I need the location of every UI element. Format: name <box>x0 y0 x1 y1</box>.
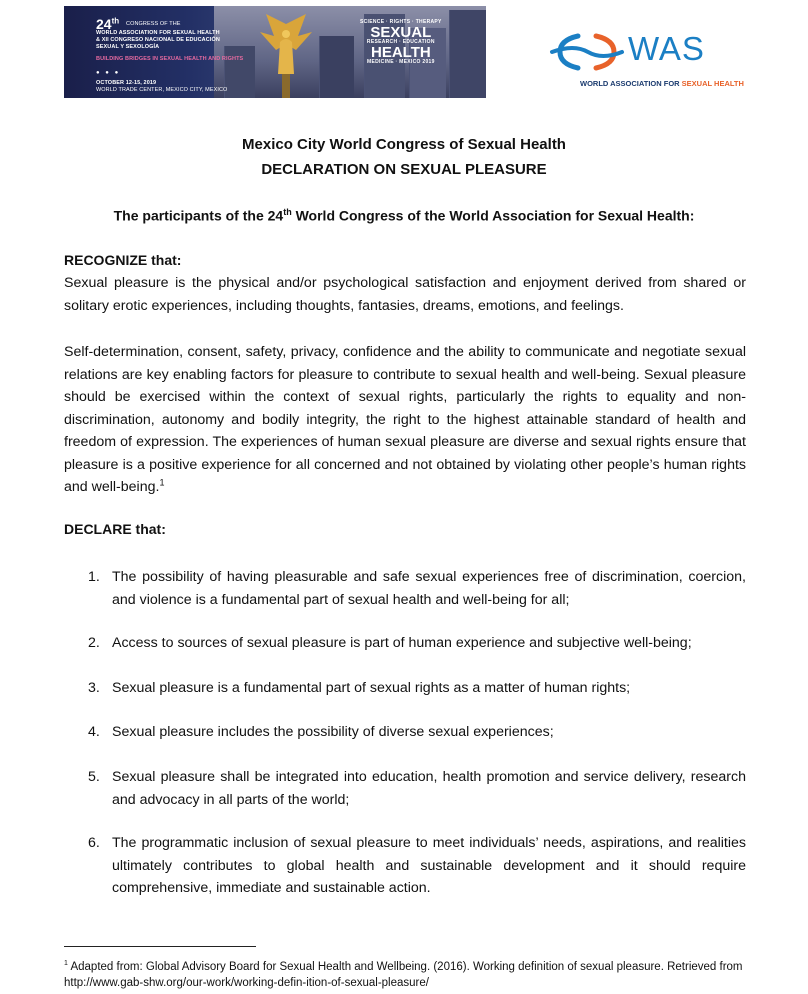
building-shape <box>319 36 354 98</box>
banner-right-word: HEALTH <box>370 44 431 61</box>
declare-heading: DECLARE that: <box>64 521 166 537</box>
list-item-number: 2. <box>88 635 100 651</box>
list-item-text: Access to sources of sexual pleasure is part of human experience and subjective well-being; <box>112 635 692 651</box>
banner-dots: ● ● ● <box>96 70 121 76</box>
building-shape <box>449 10 486 98</box>
was-logo <box>548 24 748 100</box>
list-item-number: 5. <box>88 769 100 785</box>
footnote-number: 1 <box>64 960 68 967</box>
list-item-number: 4. <box>88 724 100 740</box>
list-item-text: Sexual pleasure is a fundamental part of sexual rights as a matter of human rights; <box>112 680 631 696</box>
recognize-paragraph: Sexual pleasure is the physical and/or psychological satisfaction and enjoyment derived from shared or solitary erotic experiences, including thoughts, fantasies, dreams, emotions, and feelings. <box>64 275 746 314</box>
congress-banner <box>64 6 486 98</box>
banner-right-small: SCIENCE · RIGHTS · THERAPY <box>360 19 442 25</box>
list-item-text: Sexual pleasure shall be integrated into education, health promotion and service delivery, research and advocacy in all parts of the world; <box>112 769 746 808</box>
was-logo-text: WAS <box>628 30 705 67</box>
footnote-ref[interactable]: 1 <box>159 477 165 488</box>
was-logo-mark-icon <box>548 30 626 74</box>
footnote-text: Adapted from: Global Advisory Board for Sexual Health and Wellbeing. (2016). Working definition of sexual pleasure. Retrieved from http://www.gab-shw.org/our-work/working-defin-ition-of-sexual-pleasure/ <box>64 960 743 989</box>
banner-right-title <box>360 20 442 65</box>
list-item-number: 6. <box>88 835 100 851</box>
banner-line: CONGRESS OF THE <box>126 21 181 27</box>
list-item-text: The programmatic inclusion of sexual pleasure to meet individuals’ needs, aspirations, and realities ultimately contributes to global health and sustainable development and it should require comprehensive, immediate and sustainable action. <box>112 835 746 896</box>
list-item-number: 1. <box>88 569 100 585</box>
banner-dates: OCTOBER 12-15, 2019 <box>96 80 157 86</box>
document-title: Mexico City World Congress of Sexual Health <box>242 136 566 153</box>
footnote <box>64 956 746 991</box>
recognize-paragraph: Self-determination, consent, safety, privacy, confidence and the ability to communicate and negotiate sexual relations are key enabling factors for pleasure to contribute to sexual health and well-being. Sexual pleasure should be exercised within the context of sexual rights, particularly the rights to equality and non-discrimination, autonomy and bodily integrity, the right to the highest attainable standard of health and freedom of expression. The experiences of human sexual pleasure are diverse and sexual rights ensure that pleasure is a positive experience for all concerned and not obtained by violating other people’s human rights and well-being.$^1$ <box>64 344 746 495</box>
banner-line: & XII CONGRESO NACIONAL DE EDUCACIÓN <box>96 37 220 43</box>
list-item-number: 3. <box>88 680 100 696</box>
banner-tagline: BUILDING BRIDGES IN SEXUAL HEALTH AND RIGHTS <box>96 56 244 62</box>
banner-right-small: RESEARCH · EDUCATION <box>366 39 435 45</box>
list-item-text: Sexual pleasure includes the possibility of diverse sexual experiences; <box>112 724 554 740</box>
banner-right-word: SEXUAL <box>370 24 432 41</box>
banner-line: WORLD ASSOCIATION FOR SEXUAL HEALTH <box>96 30 220 36</box>
building-shape <box>224 46 255 98</box>
was-logo-subtitle: WORLD ASSOCIATION FOR SEXUAL HEALTH <box>580 79 744 88</box>
banner-line: SEXUAL Y SEXOLOGÍA <box>96 44 160 50</box>
document-subtitle: DECLARATION ON SEXUAL PLEASURE <box>261 161 547 178</box>
banner-edition: 24th <box>96 16 120 32</box>
banner-right-small: MEDICINE · MEXICO 2019 <box>366 59 435 65</box>
angel-statue-icon <box>256 14 316 98</box>
list-item-text: The possibility of having pleasurable and safe sexual experiences free of discrimination, coercion, and violence is a fundamental part of sexual health and well-being for all; <box>112 569 746 608</box>
participants-line: The participants of the 24th World Congress of the World Association for Sexual Health: <box>113 207 695 224</box>
banner-venue: WORLD TRADE CENTER, MEXICO CITY, MEXICO <box>96 87 228 93</box>
recognize-heading: RECOGNIZE that: <box>64 252 182 268</box>
footnote-divider <box>64 946 256 947</box>
